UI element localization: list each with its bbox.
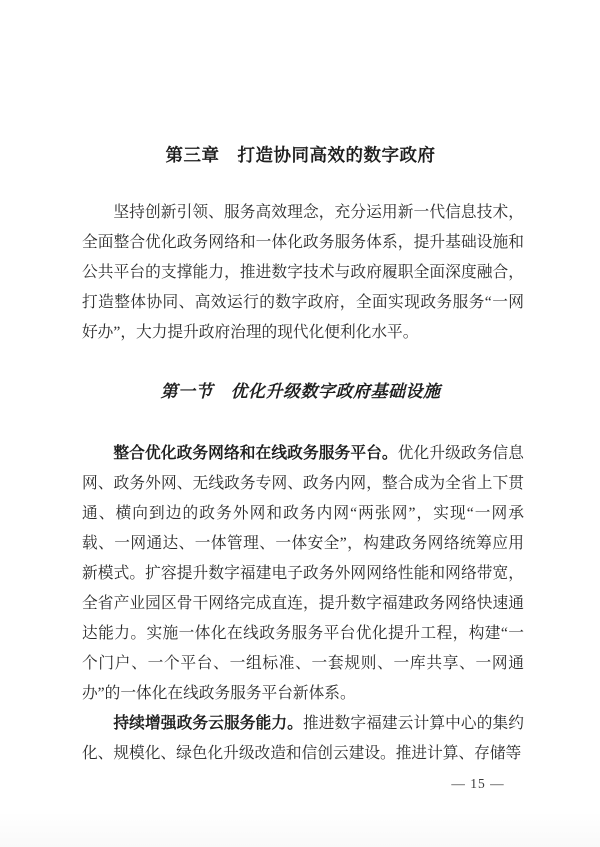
- paragraph-lead: 持续增强政务云服务能力。: [113, 715, 303, 732]
- paragraph-cloud-service: [82, 709, 524, 769]
- scan-shadow: [0, 811, 600, 847]
- paragraph-lead: 整合优化政务网络和在线政务服务平台。: [113, 445, 398, 462]
- paragraph-body: 优化升级政务信息网、政务外网、无线政务专网、政务内网，整合成为全省上下贯通、横向到边的政务外网和政务内网“两张网”，实现“一网承载、一网通达、一体管理、一体安全”，构建政务网络统筹应用新模式。扩容提升数字福建电子政务外网网络性能和网络带宽，全省产业园区骨干网络完成直连，提升数字福建政务网络快速通达能力。实施一体化在线政务服务平台优化提升工程，构建“一个门户、一个平台、一组标准、一套规则、一库共享、一网通办”的一体化在线政务服务平台新体系。: [82, 445, 524, 702]
- paragraph-body: 推进数字福建云计算中心的集约化、规模化、绿色化升级改造和信创云建设。推进计算、存储等: [82, 715, 524, 762]
- paragraph-network-platform: [82, 439, 524, 709]
- chapter-title: 第三章 打造协同高效的数字政府: [165, 145, 436, 165]
- intro-paragraph: 坚持创新引领、服务高效理念，充分运用新一代信息技术，全面整合优化政务网络和一体化政务服务体系，提升基础设施和公共平台的支撑能力，推进数字技术与政府履职全面深度融合，打造整体协同、高效运行的数字政府，全面实现政务服务“一网好办”，大力提升政府治理的现代化便利化水平。: [82, 204, 524, 341]
- page-number: — 15 —: [451, 776, 505, 791]
- section-title: 第一节 优化升级数字政府基础设施: [160, 382, 441, 401]
